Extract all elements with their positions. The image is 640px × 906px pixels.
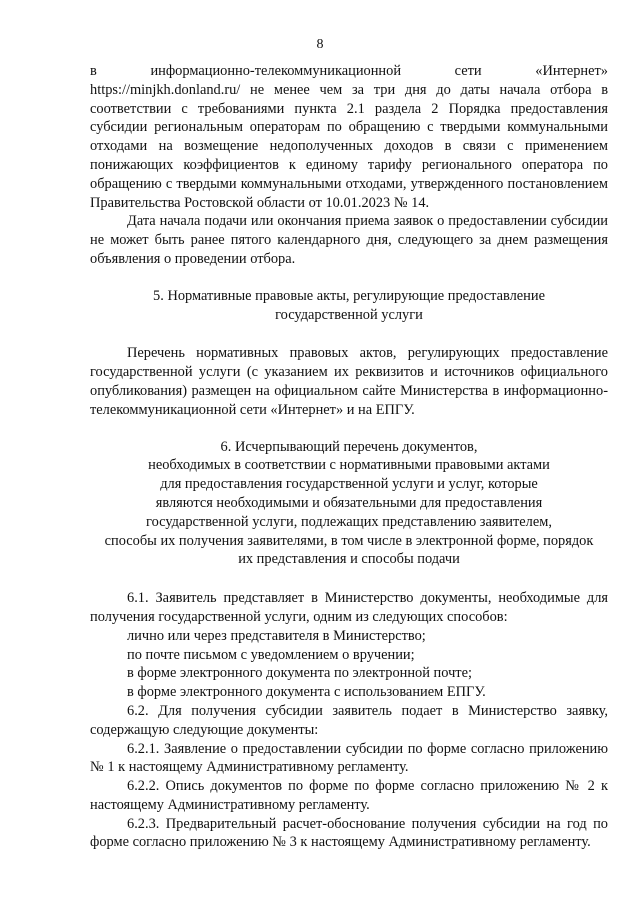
section-6-heading-line: для предоставления государственной услуги и услуг, которые bbox=[160, 476, 538, 493]
paragraph-6-2-2: 6.2.2. Опись документов по форме по форме согласно приложению № 2 к настоящему Административному регламенту. bbox=[90, 778, 608, 813]
section-6-heading bbox=[90, 438, 608, 570]
submission-method-item: по почте письмом с уведомлением о вручении; bbox=[127, 646, 415, 663]
section-5-text: Перечень нормативных правовых актов, регулирующих предоставление государственной услуги (с указанием их реквизитов и источников официального опубликования) размещен на официальном сайте Министерства в информационно-телекоммуникационной сети «Интернет» и на ЕПГУ. bbox=[90, 345, 608, 418]
paragraph-6-2: 6.2. Для получения субсидии заявитель подает в Министерство заявку, содержащую следующие документы: bbox=[90, 702, 608, 738]
paragraph-6-2-3: 6.2.3. Предварительный расчет-обоснование получения субсидии на год по форме согласно приложению № 3 к настоящему Административному регламенту. bbox=[90, 815, 608, 851]
page-number: 8 bbox=[316, 37, 324, 52]
paragraph-6-2-1: 6.2.1. Заявление о предоставлении субсидии по форме согласно приложению № 1 к настоящему Административному регламенту. bbox=[90, 740, 608, 776]
submission-method-item: в форме электронного документа по электронной почте; bbox=[127, 665, 472, 682]
section-5-heading bbox=[90, 287, 608, 325]
section-6-heading-line: государственной услуги, подлежащих представлению заявителем, bbox=[146, 513, 552, 530]
paragraph-selection-announcement: https://minjkh.donland.ru/ не менее чем за три дня до даты начала отбора в соответствии с требованиями пункта 2.1 раздела 2 Порядка предоставления субсидии региональным операторам по обращению с твердыми коммунальными отходами на возмещение недополученных доходов в связи с применением понижающих коэффициентов к единому тарифу регионального оператора по обращению с твердыми коммунальными отходами, утвержденного постановлением Правительства Ростовской области от 10.01.2023 № 14. bbox=[90, 81, 608, 211]
paragraph-application-dates: Дата начала подачи или окончания приема заявок о предоставлении субсидии не может быть ранее пятого календарного дня, следующего за днем размещения объявления о проведении отбора. bbox=[90, 213, 608, 267]
submission-method-item: лично или через представителя в Министерство; bbox=[127, 627, 426, 644]
paragraph-continuation-line: в информационно-телекоммуникационной сети «Интернет» bbox=[90, 63, 608, 79]
section-6-heading-line: способы их получения заявителями, в том числе в электронной форме, порядок bbox=[104, 532, 594, 549]
section-6-heading-line: являются необходимыми и обязательными для предоставления bbox=[155, 494, 543, 511]
submission-method-item: в форме электронного документа с использованием ЕПГУ. bbox=[127, 684, 486, 701]
document-body bbox=[90, 62, 608, 852]
section-5-heading-line: государственной услуги bbox=[275, 306, 423, 323]
section-5-heading-line: 5. Нормативные правовые акты, регулирующие предоставление bbox=[153, 287, 545, 304]
section-6-heading-line: их представления и способы подачи bbox=[238, 551, 460, 568]
section-6-heading-line: необходимых в соответствии с нормативными правовыми актами bbox=[148, 457, 550, 474]
section-6-heading-line: 6. Исчерпывающий перечень документов, bbox=[220, 438, 478, 455]
paragraph-6-1: 6.1. Заявитель представляет в Министерство документы, необходимые для получения государственной услуги, одним из следующих способов: bbox=[90, 590, 608, 625]
